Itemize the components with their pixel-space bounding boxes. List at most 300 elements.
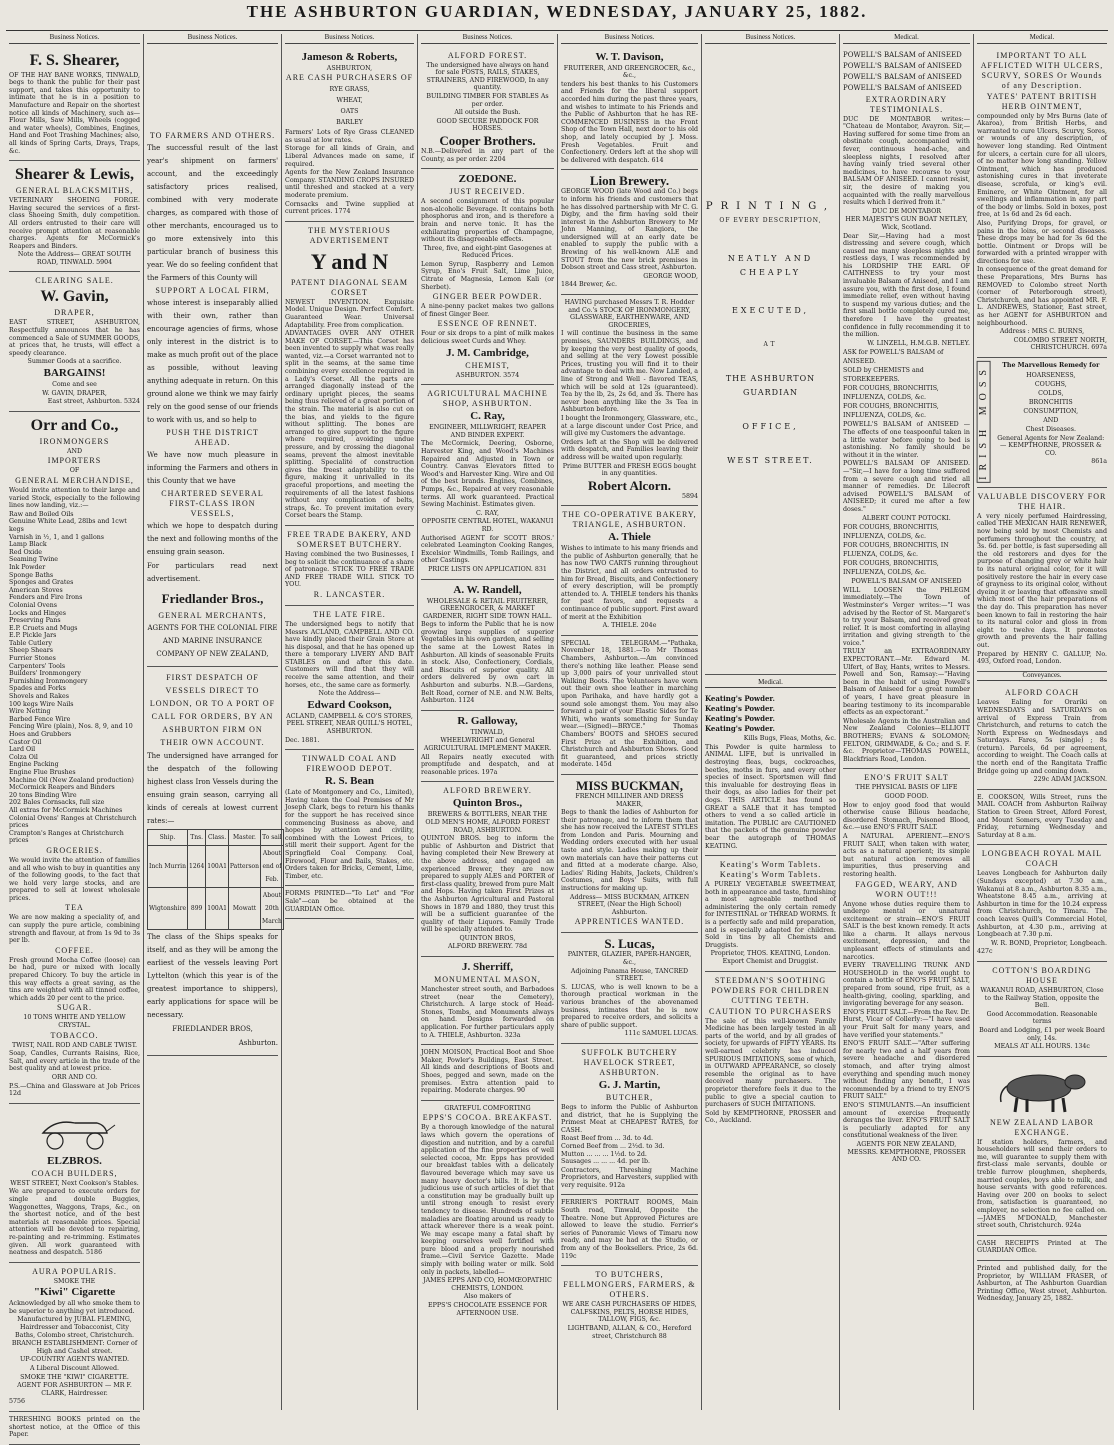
ad-signature: R. LANCASTER.	[313, 589, 386, 599]
ad-text: Acknowledged by all who smoke them to be superior to anything yet introduced.	[9, 1300, 140, 1315]
ad-text: By a thorough knowledge of the natural laws which govern the operations of digestion and nutrition, and by a careful application of the fine properties of well selected cocoa, Mr. Epps has provided our breakfast tables with a delicately flavoured beverage which may save us many heavy doctor's bills. It is by the judicious use of such articles of diet that a constitution may be gradually built up until strong enough to resist every tendency to disease. Hundreds of subtle maladies are floating around us ready to attack wherever there is a weak point. We may escape many a fatal shaft by keeping ourselves well fortified with pure blood and a properly nourished frame.—Civil Service Gazette. Made simply with boiling water or milk. Sold only in packets, labelled—	[421, 1124, 554, 1276]
ad-text: 10 TONS WHITE AND YELLOW CRYSTAL.	[23, 1014, 126, 1029]
ad-text: Begs to inform the Public of Ashburton and district, that he is Supplying the Primest Meat at CHEAPEST RATES, for CASH.	[561, 1103, 698, 1134]
ad-title: Y and N	[310, 248, 389, 274]
column-header: Business Notices.	[9, 34, 140, 44]
ad-text: BUILDING TIMBER FOR STABLES As per order.	[426, 92, 549, 108]
ad-heading: TEA	[65, 903, 84, 913]
ad-line: EXECUTED,	[731, 305, 810, 315]
ad-title: "Kiwi" Cigarette	[33, 1286, 116, 1299]
ad-text: whose interest is inseparably allied with their own, rather than encourage agencies of firms, whose only interest in the district is to make as much profit out of the place as possible, without leaving anything adequate in return. On this ground alone we think we may fairly rely on the good sense of our friends to work with us, and so help to	[147, 298, 278, 424]
list-item: Chest Diseases.	[1025, 425, 1076, 433]
column-3	[282, 34, 418, 1410]
ad-text: Soap, Candles, Currants Raisins, Rice, Salt, and every article in the trade of the best quality and at lowest price.	[9, 1050, 140, 1073]
ad-text: CASH RECEIPTS Printed at The GUARDIAN Office.	[977, 1239, 1107, 1255]
ad-signature: 229c ADAM JACKSON.	[1033, 776, 1107, 784]
ad-address: Address— MISS BUCKMAN, AITKEN STREET, (Near the High School) Ashburton.	[569, 893, 690, 916]
list-item: FOR COUGHS, BRONCHITIS, INFLUENZA, COLDS, &c.	[843, 524, 939, 541]
ad-heading: COFFEE.	[55, 945, 94, 955]
ad-text: How to enjoy good food that would otherwise cause Bilious headache, disordered Stomach, Poisoned Blood, &c.—use ENO'S FRUIT SALT.	[843, 801, 970, 832]
ad-heading: VALUABLE DISCOVERY FOR THE HAIR.	[977, 491, 1107, 511]
ad-text: I will continue the business in the same premises, SAUNDERS BUILDINGS, and by keeping the very best quality of goods, and selling at the very Lowest possible Prices, trusting you will find it to their advantage to deal with me. Now Landed, a line of Strong and Well - flavored TEAS, which will be sold at 12s (guaranteed). Tea by the lb, 2s, 2s 6d, and 3s. There has never been anything like the 3s Tea in Ashburton before.	[561, 330, 698, 414]
ad-sherriff	[421, 957, 554, 1045]
list-item: All extras for McCormick Machines	[9, 806, 123, 814]
list-item: Genuine White Lead, 28lbs and 1cwt kegs	[9, 518, 127, 533]
ad-text: WILL LOOSEN the PHLEGM immediately.—The Town of Westminster's Verger writes:—"I was advised by the Rector of St. Margaret's to try your Balsam, and received great relief. It is most comforting in allaying irritation and giving strength to the voice."	[843, 586, 970, 647]
ad-title: Shearer & Lewis,	[15, 166, 134, 184]
ad-heading: THE CO-OPERATIVE BAKERY, TRIANGLE, ASHBURTON.	[562, 510, 697, 530]
list-item: Furnishing Ironmongery	[9, 677, 88, 685]
ad-text: Orders left at the Shop will be delivered with despatch, and Families leaving their address will be waited upon regularly.	[561, 438, 698, 461]
ad-steedman	[705, 972, 836, 1130]
table-header-cell: Ship.	[148, 829, 188, 845]
ad-text: E. COOKSON, Wills Street, runs the MAIL COACH from Ashburton Railway Station to Green Street, Alford Forest, and Mount Somers, every Tuesday and Friday, returning Wednesday and Saturday at 8 a.m.	[977, 793, 1107, 839]
list-item: Varnish in ½, 1, and 1 gallons	[9, 533, 105, 541]
ad-signature: FRIEDLANDER BROS,	[172, 1024, 253, 1033]
table-cell: Patterson	[228, 845, 260, 887]
list-item: Table Cutlery	[9, 639, 52, 647]
list-item: WHEAT,	[336, 97, 363, 105]
table-body	[148, 845, 284, 929]
ad-line: AT	[763, 340, 778, 348]
ad-alford-coach	[977, 684, 1107, 790]
ad-text: ADVANTAGES OVER ANY OTHER MAKE OF CORSET.—This Corset has been invented to supply what was really wanted, viz.—a Corset warranted not to split in the seams, at the same time combining every excellence required in a Lady's Corset. All the parts are arranged diagonally instead of the ordinary upright pieces, the seams being thus relieved of a great portion of the strain. The material is also cut on the bias, and yields to the figure without splitting. The bones are arranged to give support to the figure where required, avoiding undue pressure, and by crossing the diagonal seams, prevent the almost inevitable splitting. Specialité of construction gives the freest adaptability to the figure, making it unrivalled in its graceful proportions, and meeting the requirements of all the latest fashions without any complication of belts, straps, &c. To prevent imitation every Corset bears the Stamp.	[285, 330, 414, 520]
ad-cotton	[977, 962, 1107, 1057]
list-item: RYE GRASS,	[329, 86, 370, 94]
ad-text: Begs to inform the Public that he is now growing large supplies of superior Vegetables in his own garden, and selling the same at the Lowest Rates in Ashburton. All kinds of seasonable Fruits in stock. Also, Confectionery, Cordials, and Biscuits of superior quality. All orders delivered by own cart in Ashburton and suburbs. N.B.—Gardens, Belt Road, corner of N.E. and N.W. Belts, Ashburton. 1124	[421, 621, 554, 705]
table-cell: 1264	[188, 845, 206, 887]
ad-heading: NEW ZEALAND LABOR EXCHANGE.	[990, 1117, 1094, 1137]
table-cell: About 20th March	[261, 887, 284, 929]
ad-alcorn	[561, 295, 698, 506]
ad-text: DUC DE MONTABOR writes:— "Chateau de Montabor, Avayron. Sir,—Having suffered for some time from an obstinate cough, accompanied with fever, continuous head-ache, and sleepless nights, I resolved after having vainly tried several other medicines, to have recourse to your BALSAM OF ANISEED. I cannot resist, sir, the desire of making you acquainted with the really marvellous results which I derived from it."	[843, 115, 970, 207]
ad-line: PRINTING,	[705, 200, 836, 212]
ad-text: Authorised AGENT for SCOTT BROS.' celebrated Leamington Cooking Ranges, Excelsior Windmills, Tomb Railings, and other Castings.	[421, 534, 554, 565]
price-item: Corned Beef from ... 2½d. to 3d.	[561, 1142, 665, 1150]
ad-text: A NATURAL APERIENT.—ENO'S FRUIT SALT, when taken with water, acts as a natural aperient; its simple but natural action removes all impurities, thus preserving and restoring health.	[843, 832, 970, 878]
ad-text: POWELL'S BALSAM of ANISEED — The effects of one teaspoonful taken in a little water before going to bed is astonishing. No family should be without it in the winter.	[843, 421, 970, 459]
ad-buckman	[561, 775, 698, 934]
ad-text: Wholesale Agents in the Australian and New Zealand Colonies—ELLIOTT BROTHERS; EVANS & SOLOMON; FELTON, GRIMWADE, & Co.; and S. F. &c. Proprietor—THOMAS POWELL, Blackfriars Road, London.	[843, 717, 970, 763]
table-header-cell: Tns.	[188, 829, 206, 845]
table-row	[148, 845, 284, 887]
ad-heading: FIRST DESPATCH OF VESSELS DIRECT TO LONDON, OR TO A PORT OF CALL FOR ORDERS, BY AN ASHBURTON FIRM ON THEIR OWN ACCOUNT.	[149, 672, 276, 747]
ad-title: J. Sherriff,	[461, 961, 513, 974]
price-item: Roast Beef from ... 3d. to 4d.	[561, 1135, 653, 1143]
ships-table	[147, 829, 284, 930]
list-item: Raw and Boiled Oils	[9, 510, 74, 518]
ad-kiwi	[9, 1263, 140, 1412]
table-header-cell: To sail	[261, 829, 284, 845]
list-item: Hoes and Grubbers	[9, 731, 72, 738]
ad-ferrier	[561, 1195, 698, 1266]
ad-text: Would invite attention to their large and varied Stock, especially to the following lines now landing, viz.:—	[9, 487, 140, 510]
ad-line: NEATLY AND CHEAPLY	[727, 253, 814, 277]
ad-text: A nine-penny packet makes two gallons of finest Ginger Beer.	[421, 303, 554, 318]
table-header-cell: Master.	[228, 829, 260, 845]
ad-subtitle: FRUITERER, AND GREENGROCER, &c., &c.,	[563, 64, 696, 80]
column-header: Business Notices.	[147, 34, 278, 44]
ad-heading: TO FARMERS AND OTHERS.	[149, 130, 276, 140]
ad-text: The undersigned begs to notify that Messrs ACLAND, CAMPBELL AND CO. have kindly placed their Grain Store at his disposal, and that he has opened up there a temporary LIVERY AND BAIT STABLES on and after this date. Customers will find that they will receive the same attention, and their horses, etc., the same care as formerly.	[285, 620, 414, 689]
list-item: Keating's Powder.	[705, 694, 775, 704]
list-item: Colonial Ovens	[9, 601, 57, 609]
ad-subtitle: OF	[69, 467, 80, 475]
column-header: Medical.	[977, 34, 1107, 44]
list-item: Fenders and Fire Irons	[9, 594, 83, 602]
ad-heading: PUSH THE DISTRICT AHEAD.	[166, 427, 259, 447]
list-item: Barbed Fence Wire	[9, 715, 71, 723]
ad-title: YATES' PATENT BRITISH HERB OINTMENT,	[986, 91, 1098, 111]
spacer	[705, 352, 836, 372]
ad-line: THE ASHBURTON GUARDIAN	[725, 373, 816, 397]
ad-subtitle: GENERAL MERCHANTS,	[158, 610, 267, 620]
ad-text: This Powder is quite harmless to ANIMAL LIFE, but is unrivalled in destroying fleas, bugs, cockroaches, beetles, moths in furs, and every other species of insect. Sportsmen will find this invaluable for destroying fleas in their dogs, as also ladies for their pet dogs. THIS ARTICLE has found so GREAT a SALE that it has tempted others to vend a so called article in imitation. The PUBLIC are CAUTIONED that the packets of the genuine powder bear the autograph of THOMAS KEATING.	[705, 743, 836, 850]
list-item: Sheep Shears	[9, 647, 53, 655]
list-item: CONSUMPTION,	[1023, 407, 1079, 415]
ad-irish-moss	[977, 358, 1107, 488]
ad-heading: FAGGED, WEARY, AND WORN OUT!!!	[855, 879, 958, 899]
spacer	[705, 400, 836, 420]
ad-signature: JAMES EPPS AND CO, HOMŒOPATHIC CHEMISTS, LONDON.	[423, 1277, 552, 1292]
ad-text: AGENT FOR ASHBURTON — MR F. CLARK, Hairdresser.	[17, 1382, 132, 1397]
list-item: AND	[1043, 416, 1059, 424]
ad-number: 427c	[977, 948, 993, 956]
list-item: 202 Bales Cornsacks, full size	[9, 799, 105, 807]
list-item: Lamp Black	[9, 541, 47, 549]
orr-item-list	[9, 511, 140, 845]
list-item: American Stoves	[9, 586, 63, 594]
ad-text: We would invite the attention of families and all who wish to buy in quantities any of the following goods, to the fact that we hold very large stocks, and are prepared to sell at lowest wholesale prices.	[9, 856, 140, 902]
ad-heading: STEEDMAN'S SOOTHING POWDERS FOR CHILDREN CUTTING TEETH.	[711, 975, 830, 1005]
ad-heading: APPRENTICES WANTED.	[574, 917, 685, 927]
column-header: Business Notices.	[561, 34, 698, 44]
ad-heading: ARE CASH PURCHASERS OF	[285, 73, 414, 83]
ad-subtitle: GENERAL BLACKSMITHS,	[15, 186, 134, 196]
ad-text: All Repairs neatly executed with promptitude and despatch, and at reasonable prices. 197a	[421, 753, 554, 776]
table-cell: 899	[188, 887, 206, 929]
table-row	[148, 887, 284, 929]
list-item: Furrier Stones	[9, 655, 56, 663]
ad-title: R. Galloway,	[457, 714, 518, 727]
column-header: Business Notices.	[285, 34, 414, 44]
ad-text: FERRIER'S PORTRAIT ROOMS, Main South road, Tinwald, Opposite the Theatre. None but Approved Pictures are allowed to leave the studio. Ferrier's series of Panoramic Views of Timaru now ready, and may be had at the Studio, or from any of the Booksellers. Price, 2s 6d. 119c	[561, 1199, 698, 1260]
section-header: Conveyances.	[977, 672, 1107, 682]
ad-place: ASHBURTON,	[326, 64, 373, 72]
ad-text: A PURELY VEGETABLE SWEETMEAT, both in appearance and taste, furnishing a most agreeable method of administering the only certain remedy for INTESTINAL or THREAD WORMS. It is a perfectly safe and mild preparation, and is especially adapted for children. Sold in tins by all Chemists and Druggists.	[705, 881, 836, 949]
ad-signature: AGENTS FOR NEW ZEALAND, MESSRS. KEMPTHORNE, PROSSER AND CO.	[847, 1140, 966, 1164]
table-cell: Inch Murrin	[148, 845, 188, 887]
spacer	[705, 434, 836, 454]
list-item: Ink Powder	[9, 563, 46, 571]
ad-heading: ALFORD FOREST.	[447, 50, 528, 60]
ad-signature: DUC DE MONTABOR	[872, 207, 941, 215]
ad-text: In consequence of the great demand for these Preparations, Mrs Burns has REMOVED to Colombo street North (corner of Peterborough street), Christchurch, and has appointed MR. F. L. ANDREWES, Stationer, East street, as her AGENT for ASHBURTON and neighbourhood.	[977, 266, 1107, 327]
ad-address: WEST STREET, Next Cookson's Stables.	[10, 1179, 139, 1187]
list-item: Crampton's Ranges at Christchurch prices	[9, 829, 124, 845]
ad-signature: ALBERT COUNT POTOCKI.	[862, 514, 951, 522]
ad-subtitle: GENERAL MERCHANDISE,	[15, 476, 134, 485]
ad-late-fire	[285, 606, 414, 750]
ad-forms	[285, 886, 414, 919]
ad-powell	[843, 47, 970, 770]
ad-subtitle: AND	[66, 447, 83, 455]
ad-text: ENO'S STIMULANTS.—An insufficient amount of exercise frequently deranges the liver. ENO'S FRUIT SALT is peculiarly adapted for any constitutional weakness of the liver.	[843, 1101, 970, 1140]
column-header: Business Notices.	[421, 34, 554, 44]
ad-text: Three, five, and eight-pint Gasogenes at Reduced Prices.	[423, 244, 552, 260]
ad-heading: SUPPORT A LOCAL FIRM,	[155, 285, 270, 295]
list-item: Colza Oil	[9, 753, 38, 761]
ad-line: Kills Bugs, Fleas, Moths, &c.	[743, 735, 836, 743]
column-2	[144, 34, 282, 1410]
ad-text: The class of the Ships speaks for itself, and as they will be among the earliest of the vessels leaving Port Lyttelton (which this year is of the greatest importance to shippers), early applications for space will be necessary.	[147, 932, 278, 1019]
ad-text: The successful result of the last year's shipment on farmers' account, and the exceedingly satisfactory prices realised, combined with very moderate charges, as compared with those of other merchants, encouraged us to go more extensively into this particular branch of business this year. We do so feeling confident that the Farmers of this County will	[147, 143, 278, 282]
ad-title: W. Gavin,	[40, 288, 109, 306]
section-header: Medical.	[705, 679, 836, 689]
ad-line: Note the Address—	[318, 690, 381, 698]
list-item: OATS	[340, 108, 359, 116]
ad-subtitle: COACH BUILDERS,	[31, 1168, 118, 1178]
ad-text: TRULY an EXTRAORDINARY EXPECTORANT.—Mr. Edward M. Ulfert, of Bay, Hants, writes to Messrs. Powell and Son, Ramsay:—"Having been in the habit of using Powell's Balsam of Aniseed for a great number of years, I have great pleasure in bearing testimony to its incomparable effects as an expectorant."	[843, 648, 970, 717]
ad-address: COLOMBO STREET NORTH, CHRISTCHURCH. 697a	[1013, 336, 1107, 352]
list-item: BARLEY	[336, 119, 363, 127]
masthead: THE ASHBURTON GUARDIAN, WEDNESDAY, JANUARY 25, 1882.	[246, 2, 868, 21]
list-item: E.P. Pickle Jars	[9, 632, 57, 640]
moss-list	[995, 371, 1107, 434]
imprint-text: Printed and published daily, for the Proprietor, by WILLIAM FRASER, of Ashburton, at The Ashburton Guardian Printing Office, West street, Ashburton. Wednesday, January 25, 1882.	[977, 1265, 1107, 1303]
ad-text: We have now much pleasure in informing the Farmers and others in this County that we have	[147, 450, 278, 485]
ad-text: tenders his best thanks to his Customers and Friends for the liberal support accorded him during the past three years, and wishes to intimate to his Friends and the Public of Ashburton that he has RE-COMMENCED BUSINESS in the Front Shop of the Town Hall, next door to his old shop, and lately occupied by J. Moss. Fresh Vegetables. Fruit and Confectionery. Orders left at the shop will be delivered with despatch. 614	[561, 80, 698, 164]
table-cell: 100A1	[206, 887, 229, 929]
list-item: Sponge Baths	[9, 571, 54, 579]
ad-title: Orr and Co.,	[30, 416, 119, 434]
ad-text: Anyone whose duties require them to undergo mental or unnatural excitement or strain—ENO'S FRUIT SALT is the best known remedy. It acts like a charm. It allays nervous excitement, depression, and the unpleasant effects of stimulants and narcotics.	[843, 900, 970, 961]
list-item: Shovels and Rakes	[9, 693, 69, 701]
list-item: Preserving Pans	[9, 617, 61, 625]
table-cell: Wigtonshire	[148, 887, 188, 929]
list-item: Builders' Ironmongery	[9, 670, 81, 678]
ad-heading: THE MYSTERIOUS ADVERTISEMENT	[308, 225, 391, 245]
ad-shearer-lewis	[9, 161, 140, 272]
ad-first-despatch	[147, 667, 282, 1056]
column-header: Medical.	[843, 34, 970, 44]
ad-text: Agents for the New Zealand Insurance Company. STANDING CROPS INSURED until threshed and stacked at a very moderate premium.	[285, 169, 414, 199]
ad-title: C. Ray,	[470, 410, 505, 423]
list-item: Spades and Forks	[9, 685, 66, 693]
ad-title: A. W. Randell,	[453, 583, 522, 596]
ad-davison	[561, 47, 698, 171]
ad-subtitle: PATENT DIAGONAL SEAM CORSET	[290, 277, 409, 297]
list-item: Machine Oil (New Zealand production)	[9, 776, 134, 784]
ad-text: We are now making a speciality of, and can supply the pure article, combining strength and flavour, at from 1s 9d to 3s per lb.	[9, 914, 140, 945]
ad-text: Wishes to intimate to his many friends and the public of Ashburton generally, that he has now TWO CARTS running throughout the District, and all orders entrusted to him for Bread, Biscuits, and Confectionery of every description, will be promptly attended to. A. THIELE tenders his thanks for past favors, and requests a continuance of public support. First award of merit at the Exhibition	[561, 545, 698, 621]
ad-text: MEALS AT ALL HOURS. 134c	[994, 1043, 1090, 1051]
ad-title: MISS BUCKMAN,	[576, 777, 683, 793]
ad-text: POWELL'S BALSAM OF ANISEED.—"Sir,—I have for a long time suffered from a severe cough and tried all manner of remedies. Dr. Lilecroft advised POWELL'S BALSAM of ANISEED; it cured me after a few doses."	[843, 460, 970, 513]
carriage-illustration	[35, 1111, 115, 1151]
ad-text: Manufactured by JUBAL FLEMING, Hairdresser and Tobacconist, City Baths, Colombo street, Christchurch.	[14, 1316, 135, 1339]
ad-heading: GROCERIES.	[46, 845, 103, 855]
ad-text: EVERY TRAVELLING TRUNK AND HOUSEHOLD in the world ought to contain a bottle of ENO'S FRUIT SALT, prepared from sound, ripe fruit, as a health-giving, cooling, sparkling, and invigorating beverage for any season.	[843, 962, 970, 1008]
table-cell: Mowatt	[228, 887, 260, 929]
ad-side-label: IRISH MOSS	[977, 361, 991, 483]
list-item: Castor Oil	[9, 738, 42, 746]
column-1	[6, 33, 144, 1439]
table-cell: 100A1	[206, 845, 229, 887]
ad-signature: W. R. BOND, Proprietor, Longbeach.	[991, 939, 1107, 947]
spacer	[705, 228, 836, 252]
ad-heading: TOBACCO.	[50, 1030, 99, 1040]
ad-subtitle: IMPORTERS	[47, 456, 102, 466]
ad-line: W. GAVIN, DRAPER,	[42, 389, 107, 397]
spacer	[147, 47, 278, 127]
ad-text: Prepared by HENRY C. GALLUP, No. 493, Oxford road, London.	[977, 650, 1107, 666]
ad-signature: Proprietor, THOS. KEATING, London. Export Chemist and Druggist.	[710, 950, 831, 966]
ad-shearer	[9, 47, 140, 162]
ad-heading: CLEARING SALE.	[35, 276, 114, 286]
ad-address: OPPOSITE CENTRAL HOTEL, WAKANUI RD.	[421, 518, 554, 533]
ad-special-telegram	[561, 636, 698, 775]
ad-heading: IMPORTANT TO ALL AFFLICTED WITH ULCERS, SCURVY, SORES Or Wounds of any Description.	[980, 50, 1104, 90]
list-item: 20 tons Binding Wire	[9, 791, 77, 799]
list-item: BRONCHITIS	[1028, 398, 1073, 406]
ad-bean	[285, 750, 414, 886]
ad-text: Dear Sir,—Having had a most distressing and severe cough, which caused me many sleepless nights and restless days, I was recommended by his LORDSHIP THE EARL OF CAITHNESS to try your most invaluable Balsam of Aniseed, and I am assure you, with the first dose, I found immediate relief, even without having to suspend my various duties; and the first small bottle completely cured me, therefore I have the greatest confidence in fully recommending it to the million.	[843, 232, 970, 339]
ad-text: which we hope to despatch during the next and following months of the ensuing grain season.	[147, 521, 278, 556]
list-item: FOR COUGHS, BRONCHITIS, IN FLUENZA, COLDS, &c.	[843, 542, 949, 559]
ad-title: Jameson & Roberts,	[301, 50, 398, 63]
ad-heading: COTTON'S BOARDING HOUSE	[992, 965, 1092, 985]
ad-text: Begs to thank the ladies of Ashburton for their patronage, and to inform them that she has now received the LATEST STYLES from London and Paris. Mourning and Wedding orders executed with her usual taste and style. Ladies making up their own materials can have their patterns cut and fitted at a moderate charge. Also, Ladies' Riding Habits, Jackets, Children's Costumes, and Boys' Suits, with full instructions for making up.	[561, 809, 698, 893]
ad-keating	[705, 691, 836, 856]
ad-title: ENO'S FRUIT SALT	[864, 773, 949, 783]
ad-heading: Keating's Worm Tablets. Keating's Worm Tablets.	[719, 860, 822, 880]
ad-heading: SUFFOLK BUTCHERY HAVELOCK STREET, ASHBURTON.	[581, 1047, 678, 1077]
list-item: Keating's Powder.	[705, 724, 775, 734]
ad-subtitle: THE PHYSICAL BASIS OF LIFE	[855, 784, 958, 792]
ad-text: ENO'S FRUIT SALT.—"After suffering for nearly two and a half years from severe headache and disordered stomach, and after trying almost everything and spending much money without finding any benefit, I was recommended by a friend to try ENO'S FRUIT SALT."	[843, 1040, 970, 1101]
list-item: Wire Netting	[9, 708, 51, 716]
ad-lightband	[561, 1266, 698, 1345]
ad-subtitle: WHEELWRIGHT and General AGRICULTURAL IMPLEMENT MAKER.	[423, 737, 552, 752]
ad-line: OF EVERY DESCRIPTION,	[719, 216, 822, 224]
ask-list	[843, 348, 970, 420]
ad-text: AGENTS FOR THE COLONIAL FIRE AND MARINE INSURANCE COMPANY OF NEW ZEALAND,	[147, 623, 278, 658]
ad-subtitle: JUST RECEIVED.	[449, 187, 526, 197]
ad-text: Also, Purifying Drops, for gravel, or pains in the loins, or second diseases. These drops may be had for 3s 6d the bottle. Ointment or Drops will be forwarded with a printed wrapper with directions for use.	[977, 219, 1107, 265]
ad-line: WEST STREET.	[727, 455, 814, 465]
ad-text: Fresh ground Mocha Coffee (loose) can be had, pure or mixed with locally prepared Chicory. To buy the article in this way effects a great saving, as the tins are weighted with all tinned coffee, which adds 20 per cent to the price.	[9, 956, 140, 1002]
ad-heading: ALFORD COACH	[1004, 688, 1079, 698]
ad-address: ACLAND, CAMPBELL & CO'S STORES, PEEL STREET, NEAR QUILL'S HOTEL, ASHBURTON.	[286, 712, 413, 736]
ad-heading: AGRICULTURAL MACHINE SHOP, ASHBURTON.	[427, 389, 548, 409]
ad-text: QUINTON BROS. beg to inform the public of Ashburton and District that having completed their New Brewery at the above address, and engaged an experienced Brewer, they are now prepared to supply ALES and PORTER of first-class quality, brewed from pure Malt and Hops. Having taken First Prizes at the Ashburton Agricultural and Pastoral Shows in 1879 and 1880, they trust this will be a sufficient guarantee of the quality of their Liquors. Family Trade will be specially attended to.	[421, 835, 554, 934]
ad-title: A. Thiele	[608, 531, 651, 544]
ad-title: The Marvellous Remedy for	[1002, 362, 1100, 369]
ad-lion-brewery	[561, 170, 698, 295]
ad-free-trade	[285, 526, 414, 606]
ad-epps	[421, 1101, 554, 1322]
ad-elzbros	[9, 1104, 140, 1263]
ad-labor	[977, 1057, 1107, 1236]
ad-text: Cornsacks and Twine supplied at current prices. 1774	[285, 200, 414, 216]
ad-line: East street, Ashburton. 5324	[47, 398, 140, 406]
ad-alford-forest	[421, 47, 554, 170]
ad-text: Storage for all kinds of Grain, and Liberal Advances made on same, if required.	[285, 145, 414, 168]
ad-title: ELZBROS.	[47, 1154, 102, 1167]
ad-text: NEWEST INVENTION. Exquisite Model. Unique Design. Perfect Comfort. Guaranteed Wear. Universal Adaptability. Free from complication.	[285, 298, 414, 329]
ad-title: Friedlander Bros.,	[161, 590, 264, 606]
ad-title: G. J. Martin,	[598, 1078, 661, 1091]
ad-hair	[977, 488, 1107, 672]
spacer	[705, 50, 836, 200]
ad-subtitle: GOOD FOOD.	[884, 792, 929, 800]
list-item: Engine Packing	[9, 761, 59, 769]
spacer	[705, 318, 836, 338]
ad-line: Also makers of	[463, 1293, 512, 1301]
list-item: POWELL'S BALSAM of ANISEED	[843, 61, 962, 70]
list-item: SOLD by CHEMISTS and STOREKEEPERS.	[843, 367, 924, 384]
ad-heading: THE LATE FIRE.	[313, 609, 386, 619]
list-item: Lard Oil	[9, 746, 36, 754]
ad-printing	[705, 47, 836, 675]
table-header-cell: Class.	[206, 829, 229, 845]
ad-text: All outside the Bush.	[454, 109, 521, 117]
ad-line: Come and see	[52, 381, 97, 389]
list-item: POWELL'S BALSAM of ANISEED	[843, 72, 962, 81]
ad-text: The undersigned have always on hand for sale POSTS, RAILS, STAKES, STRAINERS, AND FIREWOOD, In any quantity.	[426, 61, 549, 92]
ad-title: EPPS'S COCOA. BREAKFAST.	[422, 1113, 553, 1123]
ad-address: Note the Address— GREAT SOUTH ROAD, TINWALD. 5904	[17, 251, 132, 266]
ad-number: 5894	[681, 492, 698, 500]
list-item: Red Oxide	[9, 548, 42, 556]
ad-orr	[9, 412, 140, 1104]
ad-heading: HAVING purchased Messrs T. R. Hodder and Co.'s STOCK OF IRONMONGERY, GLASSWARE, EARTHENWARE, AND GROCERIES,	[564, 299, 695, 329]
ad-signature: GEORGE WOOD,	[643, 272, 698, 280]
list-item: COLDS,	[1038, 389, 1064, 397]
ad-text: Farmers' Lots of Rye Grass CLEANED as usual at low rates.	[285, 129, 414, 144]
table-header-row	[148, 829, 284, 845]
list-item: E.P. Cruets and Mugs	[9, 624, 78, 632]
ad-c-ray	[421, 385, 554, 579]
ad-text: A second consignment of this popular non-alcoholic Beverage. It contains both phosphorus and iron, and is therefore a brain and nerve tonic. It has the exhilarating properties of Champagne, without its disagreeable effects.	[421, 198, 554, 244]
ad-heading: EXTRAORDINARY TESTIMONIALS.	[865, 94, 948, 114]
ad-subtitle: IRONMONGERS	[39, 436, 110, 446]
ad-line: BARGAINS!	[43, 367, 106, 380]
ad-text: Manchester street south, and Barbadoes street (near the Cemetery), Christchurch. A large stock of Head-Stones, Tombs, and Monuments always on hand. Designs forwarded on application. For further particulars apply to A. THIELE, Ashburton. 323a	[421, 986, 554, 1039]
column-8	[974, 34, 1110, 1410]
list-item: Keating's Powder.	[705, 714, 775, 724]
ad-signature: W. LINZELL, H.M.G.B. NETLEY.	[867, 339, 970, 347]
ad-keating-worm	[705, 856, 836, 972]
ad-text: SPECIAL TELEGRAM.—"Pathaka, November 18, 1881.—To Mr Thomas Chambers, Ashburton.—Am convinced there's nothing like leather. Please send up 3,000 pairs of your unrivalled stout Walking Boots. The Volunteers have worn out their own shoe leather in marching upon Parihaka, and have hardly got a sound sole amongst them. You may also forward a pair of your Elastic Sides for Te Whiti, who wants something for Sunday wear.—(Signed)—BRYCE." Thomas Chambers' BOOTS and SHOES secured First Prize at the Exhibition, and Christchurch and Ashburton Shows. Good fit guaranteed, and prices strictly moderate. 145d	[561, 639, 698, 769]
column-7	[840, 34, 974, 1410]
ad-signature: 111c SAMUEL LUCAS.	[624, 1030, 698, 1038]
ad-heading: ESSENCE OF RENNET.	[437, 319, 538, 329]
ad-text: UP-COUNTRY AGENTS WANTED.	[19, 1356, 130, 1364]
ad-subtitle: DRAPER,	[54, 308, 95, 318]
list-item: HOARSENESS,	[1026, 371, 1076, 379]
ad-text: Having combined the two Businesses, I beg to solicit the continuance of a share of patronage. STICK TO FREE TRADE AND FREE TRADE WILL STICK TO YOU.	[285, 550, 414, 589]
ad-to-farmers	[147, 127, 278, 667]
ad-text: OF THE HAY BANE WORKS, TINWALD, begs to thank the public for their past support, and takes this opportunity to intimate that he is in a position to Manufacture and Repair on the shortest notice all kinds of Machinery, such as—Flour Mills, Saw Mills, Wheels (cogged and water wheels), Combines, Engines, Hand and Foot Trashing Machines; also, all kinds of Spring Carts, Drays, Traps, &c.	[9, 71, 140, 155]
list-item: FOR COUGHS, BRONCHITIS, INFLUENZA, COLDS, &c.	[843, 560, 939, 577]
ad-heading: HER MAJESTY'S GUN BOAT NETLEY, Wick, Scotland.	[845, 216, 968, 231]
ad-line: SMOKE THE	[53, 1277, 96, 1285]
ad-place: ALFORD BREWERY. 78d	[447, 943, 528, 951]
list-item: POWELL'S BALSAM of ANISEED	[843, 50, 962, 59]
ad-heading: ALFORD BREWERY.	[443, 786, 532, 796]
